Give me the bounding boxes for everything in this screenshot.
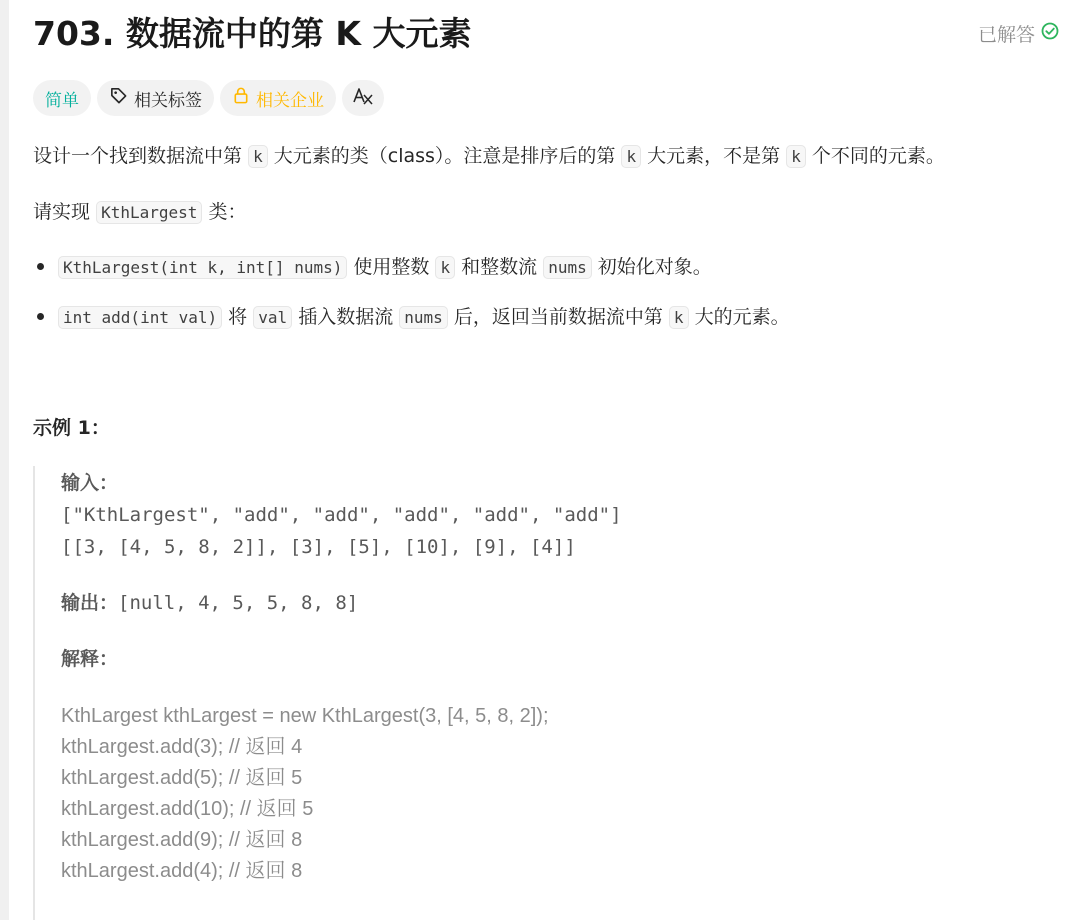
- inline-code: nums: [543, 256, 592, 279]
- bullet-dot: [37, 263, 44, 270]
- related-companies-button[interactable]: [220, 80, 336, 116]
- inline-code: int add(int val): [58, 306, 222, 329]
- explain-line: kthLargest.add(4); // 返回 8: [61, 860, 303, 882]
- input-line-1: ["KthLargest", "add", "add", "add", "add", "add"]: [61, 504, 622, 526]
- problem-title[interactable]: 703. 数据流中的第 K 大元素: [33, 14, 472, 53]
- text: 类：: [208, 201, 247, 223]
- output-label: 输出：: [61, 592, 119, 614]
- inline-code: nums: [399, 306, 448, 329]
- text: 和整数流: [461, 256, 538, 278]
- description-paragraph-2: [33, 198, 246, 227]
- text: 个不同的元素。: [811, 145, 945, 167]
- tag-bar: [33, 80, 384, 116]
- explain-line: kthLargest.add(5); // 返回 5: [61, 767, 303, 789]
- text: 请实现: [33, 201, 91, 223]
- example-title: 示例 1：: [33, 417, 110, 439]
- inline-code: KthLargest: [96, 201, 202, 224]
- difficulty-tag[interactable]: [33, 80, 91, 116]
- bullet-dot: [37, 313, 44, 320]
- solved-label: 已解答: [977, 24, 1035, 46]
- inline-code: k: [621, 145, 641, 168]
- translate-icon: [352, 86, 374, 111]
- explain-line: kthLargest.add(10); // 返回 5: [61, 798, 314, 820]
- related-tags-button[interactable]: [97, 80, 214, 116]
- example-block: [33, 466, 1061, 920]
- related-companies-label: 相关企业: [256, 90, 324, 111]
- explain-line: kthLargest.add(9); // 返回 8: [61, 829, 303, 851]
- explain-label: 解释：: [61, 648, 119, 670]
- inline-code: k: [786, 145, 806, 168]
- text: 将: [228, 306, 248, 328]
- description-paragraph-1: [33, 142, 945, 171]
- inline-code: k: [669, 306, 689, 329]
- tag-icon: [109, 86, 128, 110]
- inline-code: KthLargest(int k, int[] nums): [58, 256, 347, 279]
- input-line-2: [[3, [4, 5, 8, 2]], [3], [5], [10], [9], [4]]: [61, 536, 576, 558]
- title-row: [33, 12, 1059, 56]
- text: 插入数据流: [298, 306, 394, 328]
- difficulty-label: 简单: [45, 90, 79, 111]
- translate-button[interactable]: [342, 80, 384, 116]
- output-row: [61, 588, 358, 619]
- lock-icon: [232, 86, 250, 110]
- explain-line: kthLargest.add(3); // 返回 4: [61, 736, 303, 758]
- text: 使用整数: [353, 256, 430, 278]
- left-panel-edge: [0, 0, 9, 920]
- explain-line: KthLargest kthLargest = new KthLargest(3, [4, 5, 8, 2]);: [61, 705, 549, 727]
- output-value: [null, 4, 5, 5, 8, 8]: [118, 592, 359, 614]
- text: 初始化对象。: [597, 256, 712, 278]
- solved-status: [978, 20, 1059, 47]
- text: 设计一个找到数据流中第: [33, 145, 243, 167]
- text: 大元素的类（class）。注意是排序后的第: [273, 145, 616, 167]
- text: 大的元素。: [694, 306, 790, 328]
- related-tags-label: 相关标签: [134, 90, 202, 111]
- input-label: 输入：: [61, 472, 119, 494]
- check-circle-icon: [1041, 22, 1059, 45]
- bullet-item-add: [33, 303, 790, 332]
- inline-code: k: [435, 256, 455, 279]
- inline-code: val: [253, 306, 292, 329]
- text: 后，返回当前数据流中第: [453, 306, 663, 328]
- inline-code: k: [248, 145, 268, 168]
- text: 大元素，不是第: [647, 145, 781, 167]
- bullet-item-constructor: [33, 253, 712, 282]
